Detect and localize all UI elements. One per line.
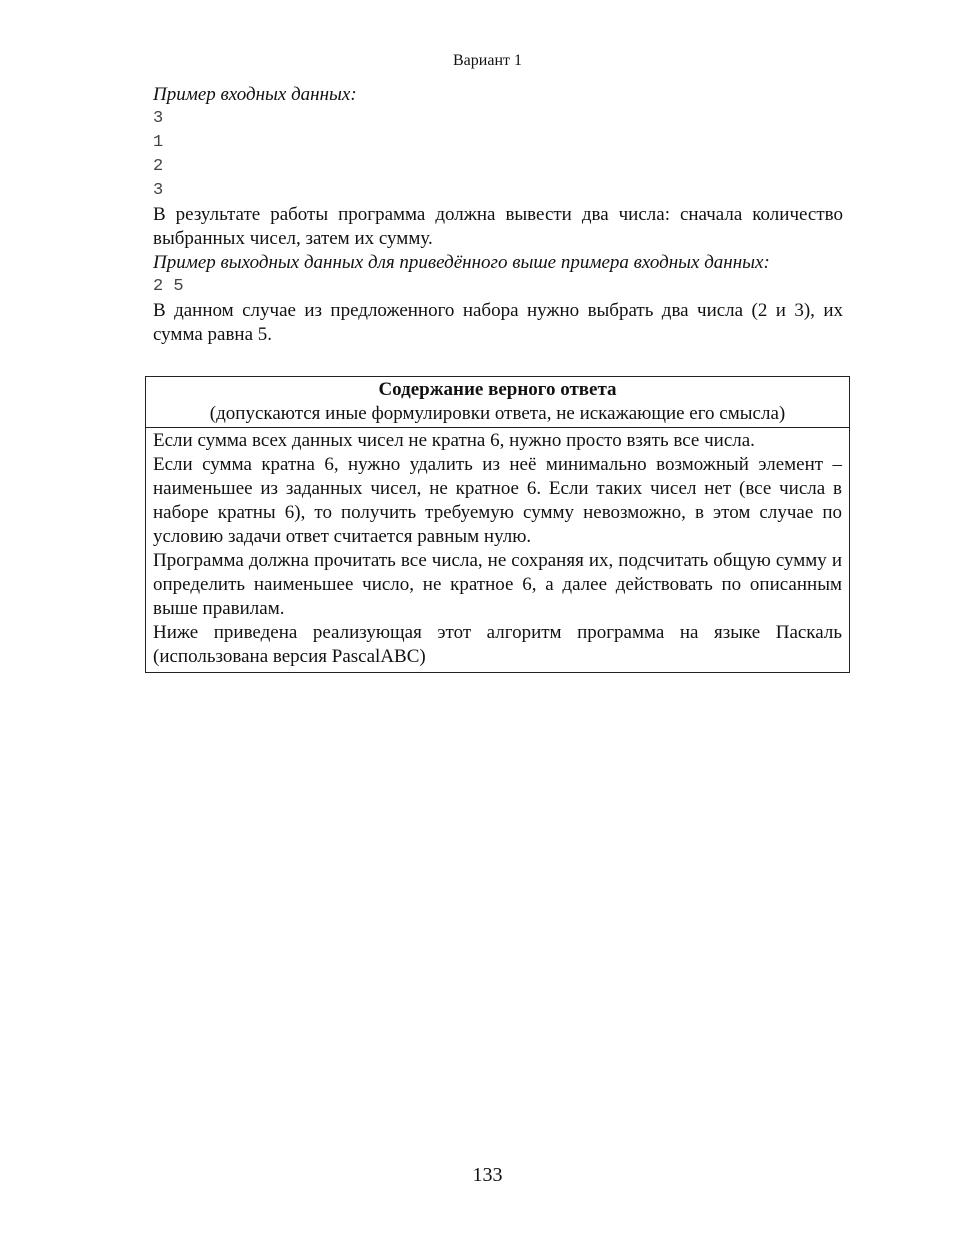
input-example-line: 1 (153, 133, 164, 152)
answer-paragraph: Если сумма всех данных чисел не кратна 6, нужно просто взять все числа. (153, 430, 755, 451)
page-number: 133 (472, 1164, 503, 1186)
output-example-value: 2 5 (153, 277, 184, 296)
answer-box-subtitle: (допускаются иные формулировки ответа, не искажающие его смысла) (209, 403, 786, 424)
answer-box-body (146, 428, 849, 672)
input-example-line: 2 (153, 157, 164, 176)
page-header: Вариант 1 (453, 52, 522, 69)
input-example-line: 3 (153, 109, 164, 128)
input-example-line: 3 (153, 181, 164, 200)
answer-box-header (146, 377, 849, 428)
output-example-label: Пример выходных данных для приведённого выше примера входных данных: (153, 252, 770, 273)
answer-paragraph: Программа должна прочитать все числа, не сохраняя их, подсчитать общую сумму и определить наименьшее число, не кратное 6, а далее действовать по описанным выше правилам. (153, 550, 842, 619)
explanation-text: В данном случае из предложенного набора нужно выбрать два числа (2 и 3), их сумма равна 5. (153, 300, 843, 345)
answer-box (145, 376, 850, 673)
answer-paragraph: Ниже приведена реализующая этот алгоритм программа на языке Паскаль (использована версия PascalABC) (153, 622, 842, 667)
answer-box-title: Содержание верного ответа (378, 379, 617, 400)
input-example-label: Пример входных данных: (153, 84, 357, 105)
answer-paragraph: Если сумма кратна 6, нужно удалить из неё минимально возможный элемент – наименьшее из заданных чисел, не кратное 6. Если таких чисел нет (все числа в наборе кратны 6), то получить требуемую сумму невозможно, в этом случае по условию задачи ответ считается равным нулю. (153, 454, 842, 547)
result-description: В результате работы программа должна вывести два числа: сначала количество выбранных чисел, затем их сумму. (153, 204, 843, 249)
task-content (153, 83, 843, 347)
